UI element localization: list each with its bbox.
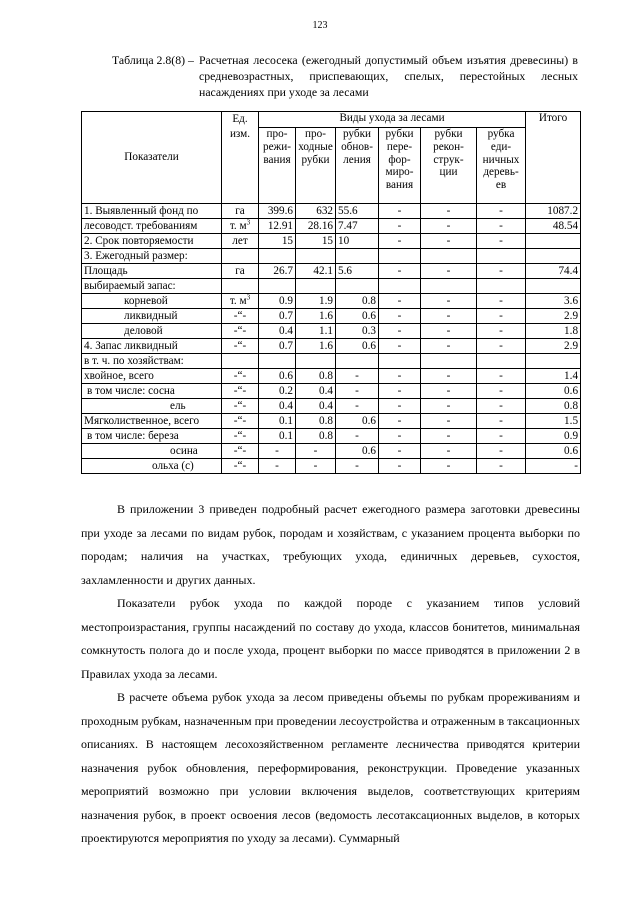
row-value: - (477, 414, 526, 429)
header-subcolumn: рубки обнов- ления (336, 128, 379, 204)
row-value (379, 249, 421, 264)
row-value: - (379, 234, 421, 249)
row-value (421, 279, 477, 294)
row-value: 0.6 (336, 414, 379, 429)
row-value: - (379, 414, 421, 429)
row-value: 1.6 (296, 339, 336, 354)
row-value: 42.1 (296, 264, 336, 279)
table-row (82, 369, 581, 384)
row-value: - (296, 444, 336, 459)
row-value: - (421, 234, 477, 249)
row-label: хвойное, всего (82, 369, 222, 384)
row-unit (222, 459, 259, 474)
row-value: 0.6 (336, 444, 379, 459)
row-unit-text: -“- (233, 414, 247, 427)
row-value: 0.8 (296, 414, 336, 429)
row-value: - (477, 339, 526, 354)
row-unit-text: -“- (233, 429, 247, 442)
table-row (82, 264, 581, 279)
row-label: ель (82, 399, 222, 414)
row-unit (222, 384, 259, 399)
row-label: ольха (с) (82, 459, 222, 474)
row-unit (222, 339, 259, 354)
row-value (477, 249, 526, 264)
row-value: - (379, 294, 421, 309)
table-caption-text: Расчетная лесосека (ежегодный допустимый объем изъятия древесины) в средневозрастных, приспевающих, спелых, перестойных лесных насаждениях при уходе за лесами (199, 53, 578, 99)
row-value (259, 249, 296, 264)
row-unit (222, 294, 259, 309)
header-unit-line2: изм. (229, 128, 251, 140)
row-value: 632 (296, 204, 336, 219)
row-value: 399.6 (259, 204, 296, 219)
row-value: - (421, 459, 477, 474)
row-value: 0.1 (259, 414, 296, 429)
row-total: 0.9 (526, 429, 581, 444)
row-label: 4. Запас ликвидный (82, 339, 222, 354)
row-value: 10 (336, 234, 379, 249)
row-value: 0.8 (296, 429, 336, 444)
row-value: - (477, 204, 526, 219)
table-row (82, 234, 581, 249)
row-value (379, 354, 421, 369)
row-total: 0.8 (526, 399, 581, 414)
table-caption-number: Таблица 2.8(8) – (112, 53, 194, 67)
row-unit-text: -“- (233, 309, 247, 322)
row-unit (222, 279, 259, 294)
row-unit-superscript: 3 (246, 293, 251, 301)
row-unit (222, 249, 259, 264)
row-value: - (477, 459, 526, 474)
row-label: ликвидный (82, 309, 222, 324)
row-unit (222, 429, 259, 444)
row-value: - (379, 459, 421, 474)
header-group: Виды ухода за лесами (259, 112, 526, 128)
row-value: - (336, 399, 379, 414)
row-value: 0.2 (259, 384, 296, 399)
row-value: - (477, 399, 526, 414)
row-value (477, 354, 526, 369)
row-value (296, 354, 336, 369)
header-subcolumn: про- ходные рубки (296, 128, 336, 204)
row-value: - (336, 429, 379, 444)
row-unit-text: -“- (233, 459, 247, 472)
row-value: - (379, 309, 421, 324)
row-value: 0.1 (259, 429, 296, 444)
row-value: - (477, 294, 526, 309)
row-value: 15 (296, 234, 336, 249)
paragraph-3: В расчете объема рубок ухода за лесом приведены объемы по рубкам прореживаниям и проходным рубкам, назначенным при проведении лесоустройства и отраженным в таксационных описаниях. В настоящем лесохозяйственном регламенте лесничества приводятся критерии назначения рубок обновления, переформирования, реконструкции. Проведение указанных мероприятий возможно при условии включения выделов, соответствующих критериям назначения рубок, в проект освоения лесов (ведомость лесотаксационных выделов, в которых проектируются мероприятия по уходу за лесами). Суммарный (81, 690, 580, 845)
row-unit (222, 309, 259, 324)
row-value: 0.7 (259, 339, 296, 354)
row-label: Площадь (82, 264, 222, 279)
table-row (82, 249, 581, 264)
row-value: - (477, 369, 526, 384)
row-total (526, 234, 581, 249)
row-value: - (421, 204, 477, 219)
row-value: - (477, 429, 526, 444)
row-total (526, 354, 581, 369)
row-value (336, 279, 379, 294)
row-value: - (421, 219, 477, 234)
table-row (82, 324, 581, 339)
row-value: - (379, 444, 421, 459)
row-unit (222, 399, 259, 414)
row-label: 3. Ежегодный размер: (82, 249, 222, 264)
row-value: 0.4 (296, 384, 336, 399)
header-subcolumn: рубки пере- фор- миро- вания (379, 128, 421, 204)
row-value: 1.9 (296, 294, 336, 309)
row-value: 0.9 (259, 294, 296, 309)
row-total (526, 279, 581, 294)
header-unit (222, 112, 259, 204)
row-value: - (421, 324, 477, 339)
header-subcolumn: рубка еди- ничных деревь- ев (477, 128, 526, 204)
row-total: 1.5 (526, 414, 581, 429)
row-value: 0.6 (336, 339, 379, 354)
row-value (477, 279, 526, 294)
row-value: 0.8 (336, 294, 379, 309)
row-value: - (379, 219, 421, 234)
header-subcolumn: рубки рекон- струк- ции (421, 128, 477, 204)
row-value (336, 249, 379, 264)
row-value: - (421, 384, 477, 399)
row-unit (222, 444, 259, 459)
table-row (82, 429, 581, 444)
row-value: - (421, 309, 477, 324)
table-row (82, 414, 581, 429)
row-total: 0.6 (526, 384, 581, 399)
row-unit (222, 234, 259, 249)
row-value: 0.6 (259, 369, 296, 384)
row-label: лесоводст. требованиям (82, 219, 222, 234)
row-value: - (336, 369, 379, 384)
row-unit-text: га (235, 204, 245, 217)
row-unit-text: т. м (229, 294, 247, 307)
row-total: 3.6 (526, 294, 581, 309)
header-unit-line1: Ед. (232, 113, 248, 125)
table-row (82, 354, 581, 369)
row-value: 0.8 (296, 369, 336, 384)
row-total: 2.9 (526, 309, 581, 324)
row-value: - (421, 414, 477, 429)
paragraph-2: Показатели рубок ухода по каждой породе с указанием типов условий местопроизрастания, группы насаждений по составу до ухода, классов бонитетов, минимальная сомкнутость полога до и после ухода, процент выборки по массе приводятся в приложении 2 в Правилах ухода за лесами. (81, 596, 580, 681)
row-value (259, 279, 296, 294)
row-value: - (477, 324, 526, 339)
table-row (82, 459, 581, 474)
row-value (421, 354, 477, 369)
row-value: 12.91 (259, 219, 296, 234)
table-row (82, 219, 581, 234)
row-unit (222, 369, 259, 384)
row-unit (222, 219, 259, 234)
row-value: - (296, 459, 336, 474)
row-unit-superscript: 3 (246, 218, 251, 226)
row-value (336, 354, 379, 369)
table-row (82, 384, 581, 399)
row-value: 0.3 (336, 324, 379, 339)
row-label: осина (82, 444, 222, 459)
row-value: 15 (259, 234, 296, 249)
row-total: 1.4 (526, 369, 581, 384)
row-value: - (421, 264, 477, 279)
row-total: 1087.2 (526, 204, 581, 219)
row-value: - (379, 399, 421, 414)
row-value: - (421, 294, 477, 309)
table-body (82, 204, 581, 474)
row-value: - (421, 444, 477, 459)
row-unit-text: -“- (233, 339, 247, 352)
row-total (526, 249, 581, 264)
row-value (379, 279, 421, 294)
row-total: 74.4 (526, 264, 581, 279)
row-value: - (477, 384, 526, 399)
table-caption (112, 52, 578, 100)
row-value: - (379, 204, 421, 219)
row-unit (222, 354, 259, 369)
row-value: 26.7 (259, 264, 296, 279)
row-total: 0.6 (526, 444, 581, 459)
page-number: 123 (312, 20, 328, 31)
row-label: деловой (82, 324, 222, 339)
row-unit-text: лет (232, 234, 248, 247)
row-value (296, 249, 336, 264)
header-indicators (82, 112, 222, 204)
table-head (82, 112, 581, 204)
table-row (82, 204, 581, 219)
row-value: - (477, 219, 526, 234)
row-value: - (379, 339, 421, 354)
row-total: - (526, 459, 581, 474)
row-unit-text: га (235, 264, 245, 277)
table-row (82, 279, 581, 294)
row-value: 0.6 (336, 309, 379, 324)
row-value: - (477, 309, 526, 324)
row-value: - (477, 444, 526, 459)
table-row (82, 294, 581, 309)
header-total: Итого (526, 112, 581, 204)
row-value: 55.6 (336, 204, 379, 219)
row-unit-text: -“- (233, 444, 247, 457)
row-value: - (379, 264, 421, 279)
row-label: Мягколиственное, всего (82, 414, 222, 429)
row-unit-text: т. м (229, 219, 247, 232)
row-value: 0.4 (259, 324, 296, 339)
row-total: 2.9 (526, 339, 581, 354)
row-total: 1.8 (526, 324, 581, 339)
row-value: - (336, 384, 379, 399)
header-indicators-label: Показатели (124, 151, 179, 164)
row-value: - (477, 264, 526, 279)
row-value: - (421, 339, 477, 354)
row-total: 48.54 (526, 219, 581, 234)
row-value: - (477, 234, 526, 249)
table-row (82, 399, 581, 414)
row-value: 7.47 (336, 219, 379, 234)
row-unit-text: -“- (233, 399, 247, 412)
row-value: 0.7 (259, 309, 296, 324)
table-row (82, 309, 581, 324)
row-value: - (336, 459, 379, 474)
table-row (82, 339, 581, 354)
row-unit-text: -“- (233, 384, 247, 397)
row-unit (222, 324, 259, 339)
logging-table (81, 111, 581, 474)
row-unit-text: -“- (233, 369, 247, 382)
row-unit (222, 204, 259, 219)
row-unit (222, 264, 259, 279)
row-value: - (421, 399, 477, 414)
row-label: 1. Выявленный фонд по (82, 204, 222, 219)
row-value: - (379, 324, 421, 339)
row-label: в т. ч. по хозяйствам: (82, 354, 222, 369)
table-row (82, 444, 581, 459)
row-value: 0.4 (259, 399, 296, 414)
row-value (259, 354, 296, 369)
row-value: - (421, 369, 477, 384)
row-value (421, 249, 477, 264)
row-value (296, 279, 336, 294)
row-value: 28.16 (296, 219, 336, 234)
row-value: 1.6 (296, 309, 336, 324)
row-value: 0.4 (296, 399, 336, 414)
row-value: - (379, 384, 421, 399)
row-unit (222, 414, 259, 429)
row-label: выбираемый запас: (82, 279, 222, 294)
header-subcolumn: про- режи- вания (259, 128, 296, 204)
row-value: - (421, 429, 477, 444)
row-value: - (259, 459, 296, 474)
row-value: 1.1 (296, 324, 336, 339)
row-label: 2. Срок повторяемости (82, 234, 222, 249)
row-unit-text: -“- (233, 324, 247, 337)
paragraph-1: В приложении 3 приведен подробный расчет ежегодного размера заготовки древесины при уходе за лесами по видам рубок, породам и хозяйствам, с указанием процента выборки по породам; наличия на участках, требующих ухода, единичных деревьев, сухостоя, захламленности и других данных. (81, 502, 580, 587)
row-value: - (379, 369, 421, 384)
row-label: корневой (82, 294, 222, 309)
row-value: - (379, 429, 421, 444)
row-label: в том числе: сосна (82, 384, 222, 399)
row-label: в том числе: береза (82, 429, 222, 444)
row-value: 5.6 (336, 264, 379, 279)
row-value: - (259, 444, 296, 459)
